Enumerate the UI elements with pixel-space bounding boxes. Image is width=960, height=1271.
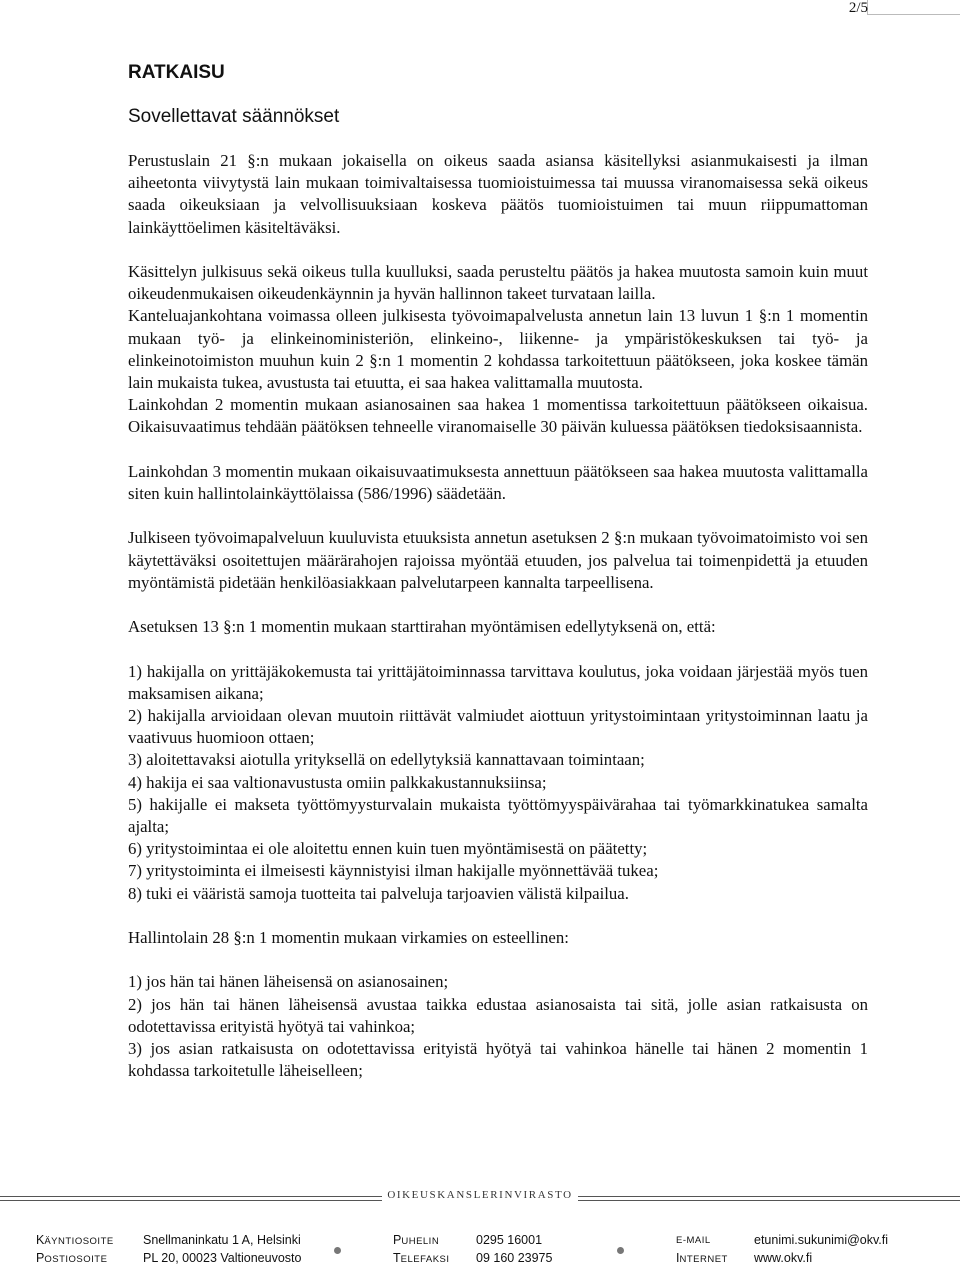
- phone-label: PUHELIN: [393, 1233, 440, 1247]
- paragraph-administrative-act: Hallintolain 28 §:n 1 momentin mukaan virkamies on esteellinen:: [128, 928, 569, 948]
- list-item: 3) jos asian ratkaisusta on odotettavissa erityistä hyötyä tai vahinkoa hänelle tai hänen 2 momentin 1 kohdassa tarkoitetulle läheiselleen;: [128, 1039, 868, 1081]
- paragraph-constitution: Perustuslain 21 §:n mukaan jokaisella on oikeus saada asiansa käsitellyksi asianmukaisesti ja ilman aiheetonta viivytystä lain mukaan toimivaltaisessa tuomioistuimessa tai muussa viranomaisessa sekä oikeus saada oikeuksiaan ja velvollisuuksiaan koskeva päätös tuomioistuimen tai muun riippumattoman lainkäyttöelimen käsiteltäväksi.: [128, 151, 868, 237]
- fax-label: TELEFAKSI: [393, 1251, 450, 1265]
- paragraph-decree-2: Julkiseen työvoimapalveluun kuuluvista etuuksista annetun asetuksen 2 §:n mukaan työvoimatoimisto voi sen käytettäväksi osoitettujen määrärahojen rajoissa myöntää etuuden, jos palvelua tai toimenpidettä ja etuuden myöntämistä pidetään henkilöasiakkaan palvelutarpeen kannalta tarpeellisena.: [128, 528, 868, 592]
- post-address-label: POSTIOSOITE: [36, 1251, 108, 1265]
- phone-number: 0295 16001: [476, 1233, 543, 1247]
- section-heading: RATKAISU: [128, 62, 225, 83]
- separator-dot-icon: [617, 1247, 624, 1254]
- section-subheading: Sovellettavat säännökset: [128, 106, 340, 127]
- paragraph-fair-trial: Käsittelyn julkisuus sekä oikeus tulla kuulluksi, saada perusteltu päätös ja hakea muutosta samoin kuin muut oikeudenmukaisen oikeudenkäynnin ja hyvän hallinnon takeet turvataan lailla.: [128, 262, 868, 304]
- visit-address: Snellmaninkatu 1 A, Helsinki: [143, 1233, 301, 1247]
- separator-dot-icon: [334, 1247, 341, 1254]
- website: www.okv.fi: [754, 1251, 813, 1265]
- internet-label: INTERNET: [676, 1251, 728, 1265]
- list-item: 5) hakijalle ei makseta työttömyysturvalain mukaista työttömyyspäivärahaa tai työmarkkinatukea samalta ajalta;: [128, 794, 868, 837]
- agency-logo-text: OIKEUSKANSLERINVIRASTO: [387, 1189, 573, 1201]
- page-number-frame: [867, 0, 960, 15]
- list-item: 4) hakija ei saa valtionavustusta omiin palkkakustannuksiinsa;: [128, 772, 547, 792]
- list-item: 2) jos hän tai hänen läheisensä avustaa taikka edustaa asianosaista tai sitä, jolle asian ratkaisusta on odotettavissa erityistä hyötyä tai vahinkoa;: [128, 994, 868, 1036]
- list-item: 7) yritystoiminta ei ilmeisesti käynnistyisi ilman hakijalle myönnettävää tukea;: [128, 861, 659, 881]
- list-item: 8) tuki ei vääristä samoja tuotteita tai palveluja tarjoavien välistä kilpailua.: [128, 883, 629, 903]
- paragraph-decree-13: Asetuksen 13 §:n 1 momentin mukaan starttirahan myöntämisen edellytyksenä on, että:: [128, 617, 716, 637]
- visit-address-label: KÄYNTIOSOITE: [36, 1233, 114, 1247]
- list-item: 1) jos hän tai hänen läheisensä on asianosainen;: [128, 972, 449, 992]
- footer-row-2: [0, 1251, 960, 1271]
- list-item: 6) yritystoimintaa ei ole aloitettu ennen kuin tuen myöntämisestä on päätetty;: [128, 839, 648, 859]
- list-item: 1) hakijalla on yrittäjäkokemusta tai yrittäjätoiminnassa tarvittava koulutus, joka voidaan järjestää myös tuen maksamisen aikana;: [128, 661, 868, 703]
- email-label: E-MAIL: [676, 1235, 711, 1246]
- paragraph-moment-2: Lainkohdan 2 momentin mukaan asianosainen saa hakea 1 momentissa tarkoitettuun päätökseen oikaisua. Oikaisuvaatimus tehdään päätöksen tehneelle viranomaiselle 30 päivän kuluessa päätöksen tiedoksisaannista.: [128, 395, 868, 437]
- page-number: 2/5: [848, 0, 868, 16]
- paragraph-employment-act: Kanteluajankohtana voimassa olleen julkisesta työvoimapalvelusta annetun lain 13 luvun 1 §:n 1 momentin mukaan työ- ja elinkeinoministeriön, elinkeino-, liikenne- ja ympäristökeskuksen tai työ- ja elinkeinotoimiston muuhun kuin 2 §:n 1 momentin 2 kohdassa tarkoitettuun päätökseen, joka koskee tämän lain mukaista tukea, avustusta tai etuutta, ei saa hakea valittamalla muutosta.: [128, 306, 868, 393]
- agency-logo: [382, 1184, 578, 1212]
- post-address: PL 20, 00023 Valtioneuvosto: [143, 1251, 302, 1265]
- list-item: 3) aloitettavaksi aiotulla yrityksellä on edellytyksiä kannattavaan toimintaan;: [128, 750, 645, 770]
- email-address: etunimi.sukunimi@okv.fi: [754, 1233, 889, 1247]
- document-body: [128, 150, 868, 1082]
- fax-number: 09 160 23975: [476, 1251, 553, 1265]
- list-item: 2) hakijalla arvioidaan olevan muutoin riittävät valmiudet aiottuun yritystoimintaan yritystoiminnan laatu ja vaativuus huomioon ottaen;: [128, 706, 868, 748]
- paragraph-moment-3: Lainkohdan 3 momentin mukaan oikaisuvaatimuksesta annettuun päätökseen saa hakea muutosta valittamalla siten kuin hallintolainkäyttölaissa (586/1996) säädetään.: [128, 461, 868, 504]
- footer-row-1: [0, 1233, 960, 1253]
